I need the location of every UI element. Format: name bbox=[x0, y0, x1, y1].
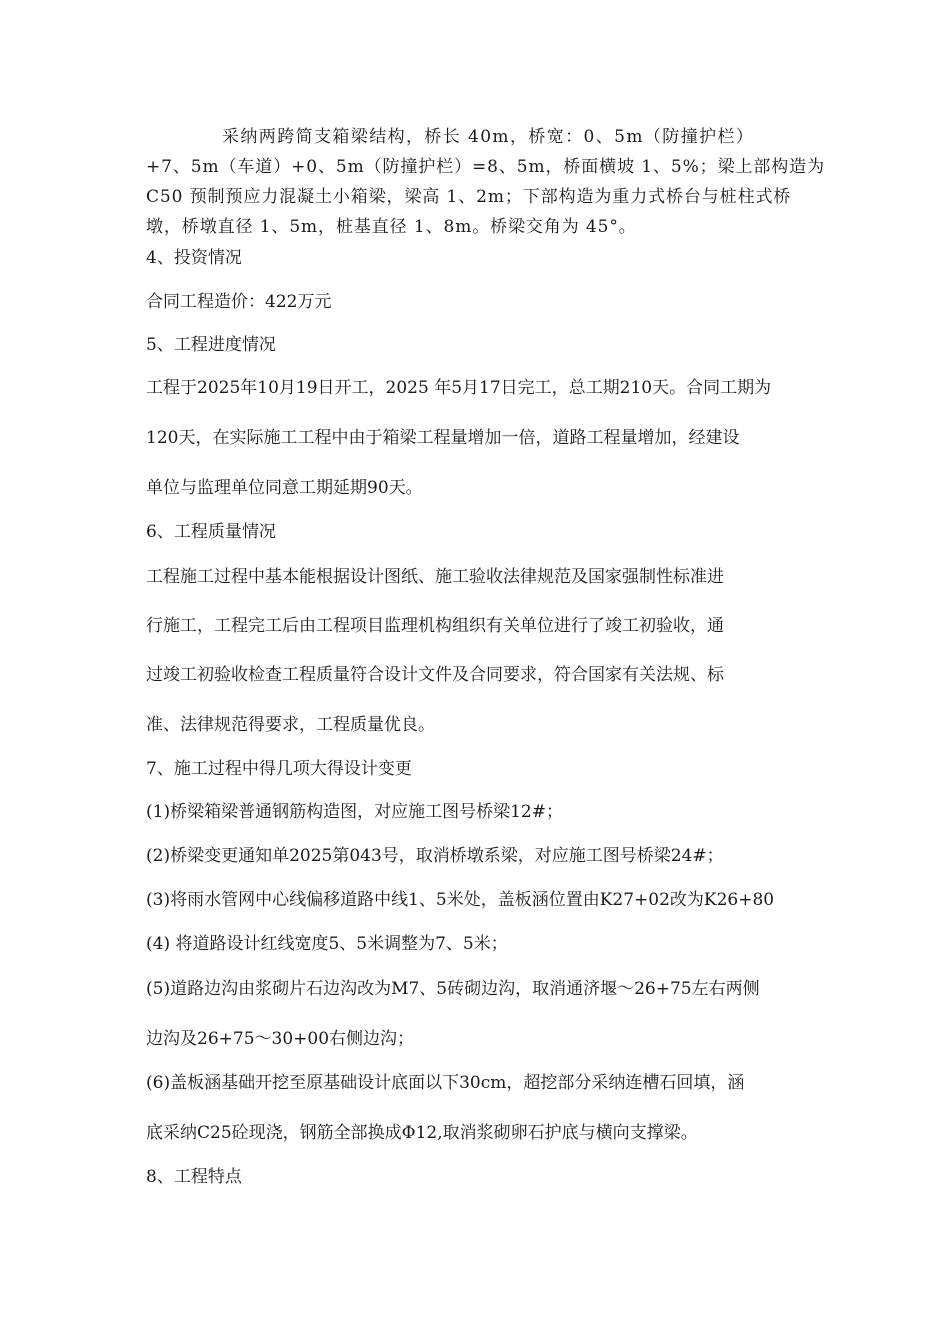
change-item-3: (3)将雨水管网中心线偏移道路中线1、5米处，盖板涵位置由K27+02改为K26+80 bbox=[146, 890, 775, 910]
quality-line-4: 准、法律规范得要求，工程质量优良。 bbox=[146, 715, 435, 735]
change-item-6-line-2: 底采纳C25砼现浇，钢筋全部换成Φ12,取消浆砌卵石护底与横向支撑梁。 bbox=[146, 1123, 698, 1143]
change-item-6-line-1: (6)盖板涵基础开挖至原基础设计底面以下30cm，超挖部分采纳连槽石回填，涵 bbox=[146, 1073, 745, 1093]
intro-line-2: +7、5m（车道）+0、5m（防撞护栏）=8、5m，桥面横坡 1、5%；梁上部构造为 bbox=[146, 157, 825, 177]
quality-line-1: 工程施工过程中基本能根据设计图纸、施工验收法律规范及国家强制性标准进 bbox=[146, 567, 724, 587]
intro-line-1: 采纳两跨简支箱梁结构，桥长 40m，桥宽：0、5m（防撞护栏） bbox=[222, 127, 755, 147]
change-item-5-line-2: 边沟及26+75～30+00右侧边沟； bbox=[146, 1029, 415, 1049]
section-7-heading: 7、施工过程中得几项大得设计变更 bbox=[146, 759, 412, 779]
quality-line-2: 行施工，工程完工后由工程项目监理机构组织有关单位进行了竣工初验收，通 bbox=[146, 616, 724, 636]
change-item-4: (4) 将道路设计红线宽度5、5米调整为7、5米； bbox=[146, 934, 508, 954]
quality-line-3: 过竣工初验收检查工程质量符合设计文件及合同要求，符合国家有关法规、标 bbox=[146, 665, 724, 685]
schedule-line-3: 单位与监理单位同意工期延期90天。 bbox=[146, 478, 423, 498]
intro-line-4: 墩，桥墩直径 1、5m，桩基直径 1、8m。桥梁交角为 45°。 bbox=[146, 217, 637, 237]
intro-line-3: C50 预制预应力混凝土小箱梁，梁高 1、2m；下部构造为重力式桥台与桩柱式桥 bbox=[146, 187, 792, 207]
schedule-line-1: 工程于2025年10月19日开工，2025 年5月17日完工，总工期210天。合同工期为 bbox=[146, 378, 772, 398]
schedule-line-2: 120天，在实际施工工程中由于箱梁工程量增加一倍，道路工程量增加，经建设 bbox=[146, 428, 740, 448]
contract-price: 合同工程造价：422万元 bbox=[146, 292, 332, 312]
change-item-5-line-1: (5)道路边沟由浆砌片石边沟改为M7、5砖砌边沟，取消通济堰～26+75左右两侧 bbox=[146, 979, 760, 999]
section-6-heading: 6、工程质量情况 bbox=[146, 522, 276, 542]
section-5-heading: 5、工程进度情况 bbox=[146, 335, 276, 355]
change-item-2: (2)桥梁变更通知单2025第043号，取消桥墩系梁，对应施工图号桥梁24#； bbox=[146, 846, 724, 866]
change-item-1: (1)桥梁箱梁普通钢筋构造图，对应施工图号桥梁12#； bbox=[146, 802, 563, 822]
section-4-heading: 4、投资情况 bbox=[146, 248, 242, 268]
section-8-heading: 8、工程特点 bbox=[146, 1167, 242, 1187]
